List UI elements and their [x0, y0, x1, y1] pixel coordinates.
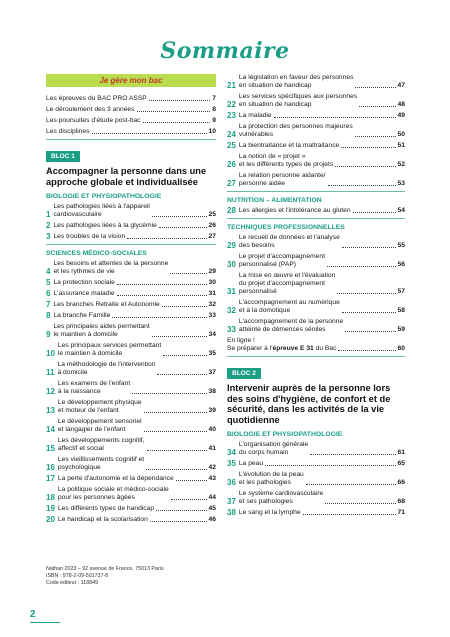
prep-prefix: Se préparer à l' [227, 345, 273, 353]
section-biologie: BIOLOGIE ET PHYSIOPATHOLOGIE [46, 193, 162, 200]
page-ref: 8 [212, 106, 216, 113]
leader-dots [144, 431, 207, 432]
epreuve-link[interactable] [227, 345, 405, 353]
leader-dots [345, 331, 395, 332]
page-number: 2 [30, 609, 36, 620]
page-ref: 68 [397, 498, 405, 506]
prep-bold: épreuve E 31 [272, 345, 314, 353]
toc-entry[interactable] [227, 509, 405, 517]
page-ref: 57 [397, 288, 405, 295]
divider [227, 191, 405, 192]
chapter-number: 1 [46, 210, 51, 219]
toc-entry[interactable] [227, 123, 405, 139]
chapter-number: 32 [227, 306, 236, 315]
page-ref: 46 [208, 516, 216, 523]
toc-entry[interactable] [227, 460, 405, 468]
page-ref: 52 [397, 161, 405, 168]
chapter-number: 9 [46, 330, 51, 339]
chapter-number: 20 [46, 515, 55, 524]
publisher-info [46, 566, 164, 587]
chapter-number: 33 [227, 325, 236, 334]
leader-dots [147, 450, 207, 451]
entry-label: L'assurance maladie [53, 290, 115, 297]
chapter-number: 19 [46, 504, 55, 513]
page-ref: 48 [397, 101, 405, 108]
toc-entry[interactable] [227, 112, 405, 120]
toc-entry[interactable] [46, 516, 216, 524]
entry-label: Les services spécifiques aux personnes en situation de handicap [238, 93, 358, 108]
chapter-number: 6 [46, 289, 51, 298]
toc-entry[interactable] [46, 290, 216, 298]
divider [227, 218, 405, 219]
chapter-number: 24 [227, 130, 236, 139]
chapter-number: 10 [46, 349, 55, 358]
toc-entry[interactable] [46, 380, 216, 396]
bloc-1-badge: BLOC 1 [46, 151, 80, 162]
chapter-number: 27 [227, 179, 236, 188]
chapter-number: 5 [46, 278, 51, 287]
page-ref: 34 [208, 331, 216, 338]
section-sciences-medico-sociales: SCIENCES MÉDICO-SOCIALES [46, 250, 147, 257]
chapter-number: 26 [227, 160, 236, 169]
chapter-number: 4 [46, 267, 51, 276]
list-biologie [46, 203, 216, 241]
entry-label: L'accompagnement au numérique et à la domotique [238, 299, 340, 314]
page-ref: 29 [208, 268, 216, 275]
page-number-rule [30, 622, 60, 623]
leader-dots [137, 111, 211, 112]
leader-dots [335, 166, 395, 167]
entry-label: La notion de « projet » et les différents types de projets [238, 153, 334, 168]
prep-suffix: du Bac [313, 345, 337, 353]
tag-je-gere-mon-bac: Je gère mon bac [46, 74, 216, 87]
leader-dots [355, 87, 395, 88]
leader-dots [163, 355, 206, 356]
entry-label: Le sang et la lymphe [238, 509, 301, 517]
entry-label: La mise en œuvre et l'évaluation du projet d'accompagnement personnalisé [238, 272, 336, 295]
leader-dots [92, 133, 207, 134]
toc-entry[interactable] [46, 95, 216, 103]
entry-label: Les principaux services permettant le maintien à domicile [57, 342, 162, 357]
chapter-number: 34 [227, 448, 236, 458]
entry-label: La bientraitance et la maltraitance [238, 142, 340, 149]
toc-entry[interactable] [227, 207, 405, 215]
toc-entry[interactable] [227, 234, 405, 250]
leader-dots [162, 306, 207, 307]
page-ref: 9 [212, 117, 216, 124]
chapter-number: 15 [46, 444, 55, 453]
page-ref: 53 [397, 180, 405, 187]
entry-label: La protection des personnes majeures vulnérables [238, 123, 353, 138]
chapter-number: 3 [46, 232, 51, 241]
page-ref: 43 [208, 475, 216, 482]
leader-dots [144, 412, 207, 413]
toc-entry[interactable] [46, 260, 216, 276]
leader-dots [274, 117, 396, 118]
entry-label: Les besoins et attentes de la personne et les rythmes de vie [53, 260, 169, 275]
toc-entry[interactable] [227, 153, 405, 169]
section-biologie-2: BIOLOGIE ET PHYSIOPATHOLOGIE [227, 431, 343, 439]
leader-dots [143, 122, 211, 123]
toc-entry[interactable] [46, 361, 216, 377]
toc-entry[interactable] [227, 471, 405, 487]
page-ref: 50 [397, 131, 405, 138]
left-column [46, 74, 216, 527]
leader-dots [146, 469, 206, 470]
leader-dots [328, 185, 396, 186]
leader-dots [159, 227, 207, 228]
list-continued [227, 74, 405, 188]
leader-dots [170, 273, 206, 274]
page-ref: 58 [397, 307, 405, 314]
toc-entry[interactable] [46, 437, 216, 453]
page-ref: 27 [208, 233, 216, 240]
toc-entry[interactable] [227, 441, 405, 457]
page-ref: 30 [208, 279, 216, 286]
page-ref: 45 [208, 505, 216, 512]
entry-label: Les troubles de la vision [53, 233, 126, 240]
toc-entry[interactable] [46, 399, 216, 415]
chapter-number: 22 [227, 100, 236, 109]
bloc-2-badge: BLOC 2 [227, 368, 261, 379]
page-ref: 44 [208, 494, 216, 501]
list-nutrition [227, 207, 405, 215]
page-ref: 39 [208, 407, 216, 414]
toc-entry[interactable] [46, 456, 216, 472]
leader-dots [353, 212, 396, 213]
toc-entry[interactable] [46, 486, 216, 502]
leader-dots [338, 350, 395, 351]
chapter-number: 23 [227, 111, 236, 120]
leader-dots [112, 317, 206, 318]
divider [46, 244, 216, 245]
toc-entry[interactable] [46, 279, 216, 287]
entry-label: Le recueil de données et l'analyse des besoins [238, 234, 340, 249]
entry-label: Les pathologies liées à l'appareil cardiovasculaire [53, 203, 150, 218]
chapter-number: 38 [227, 508, 236, 518]
leader-dots [359, 106, 395, 107]
page-ref: 54 [397, 207, 405, 214]
toc-entry[interactable] [46, 323, 216, 339]
page-ref: 66 [397, 479, 405, 487]
chapter-number: 36 [227, 478, 236, 488]
divider [227, 356, 405, 357]
entry-label: La méthodologie de l'intervention à domicile [57, 361, 156, 376]
chapter-number: 31 [227, 287, 236, 296]
toc-entry[interactable] [46, 505, 216, 513]
entry-label: Le développement physique et moteur de l'enfant [57, 399, 142, 414]
toc-entry[interactable] [227, 318, 405, 334]
page-ref: 37 [208, 369, 216, 376]
entry-label: Le système cardiovasculaire et ses pathologies [238, 490, 324, 506]
page-ref: 61 [397, 449, 405, 457]
entry-label: Les pathologies liées à la glycémie [53, 222, 157, 229]
toc-entry[interactable] [46, 301, 216, 309]
entry-label: Les épreuves du BAC PRO ASSP [46, 95, 147, 102]
chapter-number: 35 [227, 459, 236, 469]
toc-entry[interactable] [46, 233, 216, 241]
page-ref: 33 [208, 312, 216, 319]
entry-label: La politique sociale et médico-sociale pour les personnes âgées [57, 486, 169, 501]
entry-label: Les examens de l'enfant à la naissance [57, 380, 131, 395]
page-ref: 10 [208, 128, 216, 135]
entry-label: La législation en faveur des personnes en situation de handicap [238, 74, 354, 89]
toc-entry[interactable] [46, 117, 216, 125]
page-ref: 65 [397, 460, 405, 468]
page-ref: 42 [208, 464, 216, 471]
footer-line: ISBN : 978-2-09-501737-8 [46, 573, 109, 579]
section-techniques: TECHNIQUES PROFESSIONNELLES [227, 224, 345, 231]
leader-dots [327, 266, 396, 267]
page-ref: 38 [208, 388, 216, 395]
leader-dots [117, 284, 207, 285]
footer-line: Code éditeur : 118849 [46, 580, 99, 586]
list-biologie-2 [227, 441, 405, 517]
page-ref: 55 [397, 242, 405, 249]
entry-label: Le projet d'accompagnement personnalisé (PAP) [238, 253, 325, 268]
page-ref: 56 [397, 261, 405, 268]
chapter-number: 17 [46, 474, 55, 483]
section-nutrition: NUTRITION – ALIMENTATION [227, 197, 322, 204]
page-ref: 31 [208, 290, 216, 297]
entry-label: Les principales aides permettant le maintien à domicile [53, 323, 150, 338]
entry-label: La protection sociale [53, 279, 115, 286]
page-ref: 59 [397, 326, 405, 333]
entry-label: L'évolution de la peau et les pathologies [238, 471, 304, 487]
leader-dots [310, 454, 395, 455]
leader-dots [306, 484, 396, 485]
page-ref: 60 [397, 345, 405, 353]
entry-label: Le déroulement des 3 années [46, 106, 135, 113]
chapter-number: 21 [227, 81, 236, 90]
page-ref: 51 [397, 142, 405, 149]
page-ref: 35 [208, 350, 216, 357]
chapter-number: 25 [227, 141, 236, 150]
page-ref: 25 [208, 211, 216, 218]
leader-dots [355, 136, 396, 137]
chapter-number: 8 [46, 311, 51, 320]
chapter-number: 14 [46, 425, 55, 434]
toc-entry[interactable] [227, 272, 405, 296]
chapter-number: 2 [46, 221, 51, 230]
intro-list [46, 95, 216, 136]
entry-label: La relation personne aidante/ personne aidée [238, 172, 326, 187]
page-title: Sommaire [160, 38, 290, 64]
entry-label: La branche Famille [53, 312, 111, 319]
page-ref: 7 [212, 95, 216, 102]
toc-entry[interactable] [227, 172, 405, 188]
entry-label: Les allergies et l'intolérance au gluten [238, 207, 351, 214]
entry-label: L'organisation générale du corps humain [238, 441, 309, 457]
list-sciences [46, 260, 216, 524]
leader-dots [152, 336, 207, 337]
page-ref: 71 [397, 509, 405, 517]
chapter-number: 30 [227, 260, 236, 269]
leader-dots [127, 238, 206, 239]
page-ref: 49 [397, 112, 405, 119]
chapter-number: 12 [46, 387, 55, 396]
entry-label: Les développements cognitif, affectif et social [57, 437, 145, 452]
bloc-2-title: Intervenir auprès de la personne lors des soins d'hygiène, de confort et de sécurité, dans les activités de la vie quotidienne [227, 383, 391, 425]
page-ref: 26 [208, 222, 216, 229]
entry-label: La maladie [238, 112, 272, 119]
leader-dots [337, 293, 395, 294]
page-ref: 32 [208, 301, 216, 308]
chapter-number: 28 [227, 206, 236, 215]
leader-dots [342, 312, 396, 313]
chapter-number: 7 [46, 300, 51, 309]
leader-dots [303, 514, 396, 515]
leader-dots [265, 465, 395, 466]
entry-label: Les poursuites d'étude post-bac [46, 117, 141, 124]
toc-entry[interactable] [227, 299, 405, 315]
toc-entry[interactable] [46, 222, 216, 230]
divider [46, 139, 216, 140]
toc-entry[interactable] [227, 93, 405, 109]
toc-entry[interactable] [46, 312, 216, 320]
chapter-number: 13 [46, 406, 55, 415]
page-ref: 41 [208, 445, 216, 452]
toc-entry[interactable] [227, 253, 405, 269]
entry-label: Le développement sensoriel et langagier de l'enfant [57, 418, 142, 433]
toc-entry[interactable] [46, 203, 216, 219]
chapter-number: 18 [46, 493, 55, 502]
page-ref: 40 [208, 426, 216, 433]
entry-label: La perte d'autonomie et la dépendance [57, 475, 174, 482]
chapter-number: 29 [227, 241, 236, 250]
leader-dots [171, 499, 207, 500]
chapter-number: 37 [227, 497, 236, 507]
toc-entry[interactable] [46, 128, 216, 136]
chapter-number: 11 [46, 368, 55, 377]
leader-dots [341, 147, 395, 148]
toc-entry[interactable] [227, 74, 405, 90]
leader-dots [149, 100, 211, 101]
chapter-number: 16 [46, 463, 55, 472]
entry-label: La peau [238, 460, 264, 468]
leader-dots [150, 521, 207, 522]
entry-label: Les disciplines [46, 128, 90, 135]
leader-dots [157, 374, 206, 375]
leader-dots [325, 503, 395, 504]
footer-line: Nathan 2023 – 92 avenue de France, 75013 Paris [46, 566, 164, 572]
en-ligne-label: En ligne ! [227, 337, 255, 344]
entry-label: Les branches Retraite et Autonomie [53, 301, 160, 308]
toc-entry[interactable] [46, 418, 216, 434]
toc-entry[interactable] [227, 490, 405, 506]
leader-dots [132, 393, 206, 394]
entry-label: Le handicap et la scolarisation [57, 516, 148, 523]
entry-label: Les vieillissements cognitif et psychologique [57, 456, 145, 471]
leader-dots [156, 510, 206, 511]
list-techniques [227, 234, 405, 334]
entry-label: L'accompagnement de la personne atteinte de démences séniles [238, 318, 344, 333]
leader-dots [152, 216, 207, 217]
toc-entry[interactable] [46, 475, 216, 483]
right-column [227, 74, 405, 520]
leader-dots [176, 480, 207, 481]
bloc-1-title: Accompagner la personne dans une approche globale et individualisée [46, 166, 207, 187]
toc-entry[interactable] [46, 106, 216, 114]
leader-dots [117, 295, 207, 296]
toc-entry[interactable] [227, 142, 405, 150]
page-ref: 47 [397, 82, 405, 89]
entry-label: Les différents types de handicap [57, 505, 155, 512]
leader-dots [342, 247, 396, 248]
toc-entry[interactable] [46, 342, 216, 358]
